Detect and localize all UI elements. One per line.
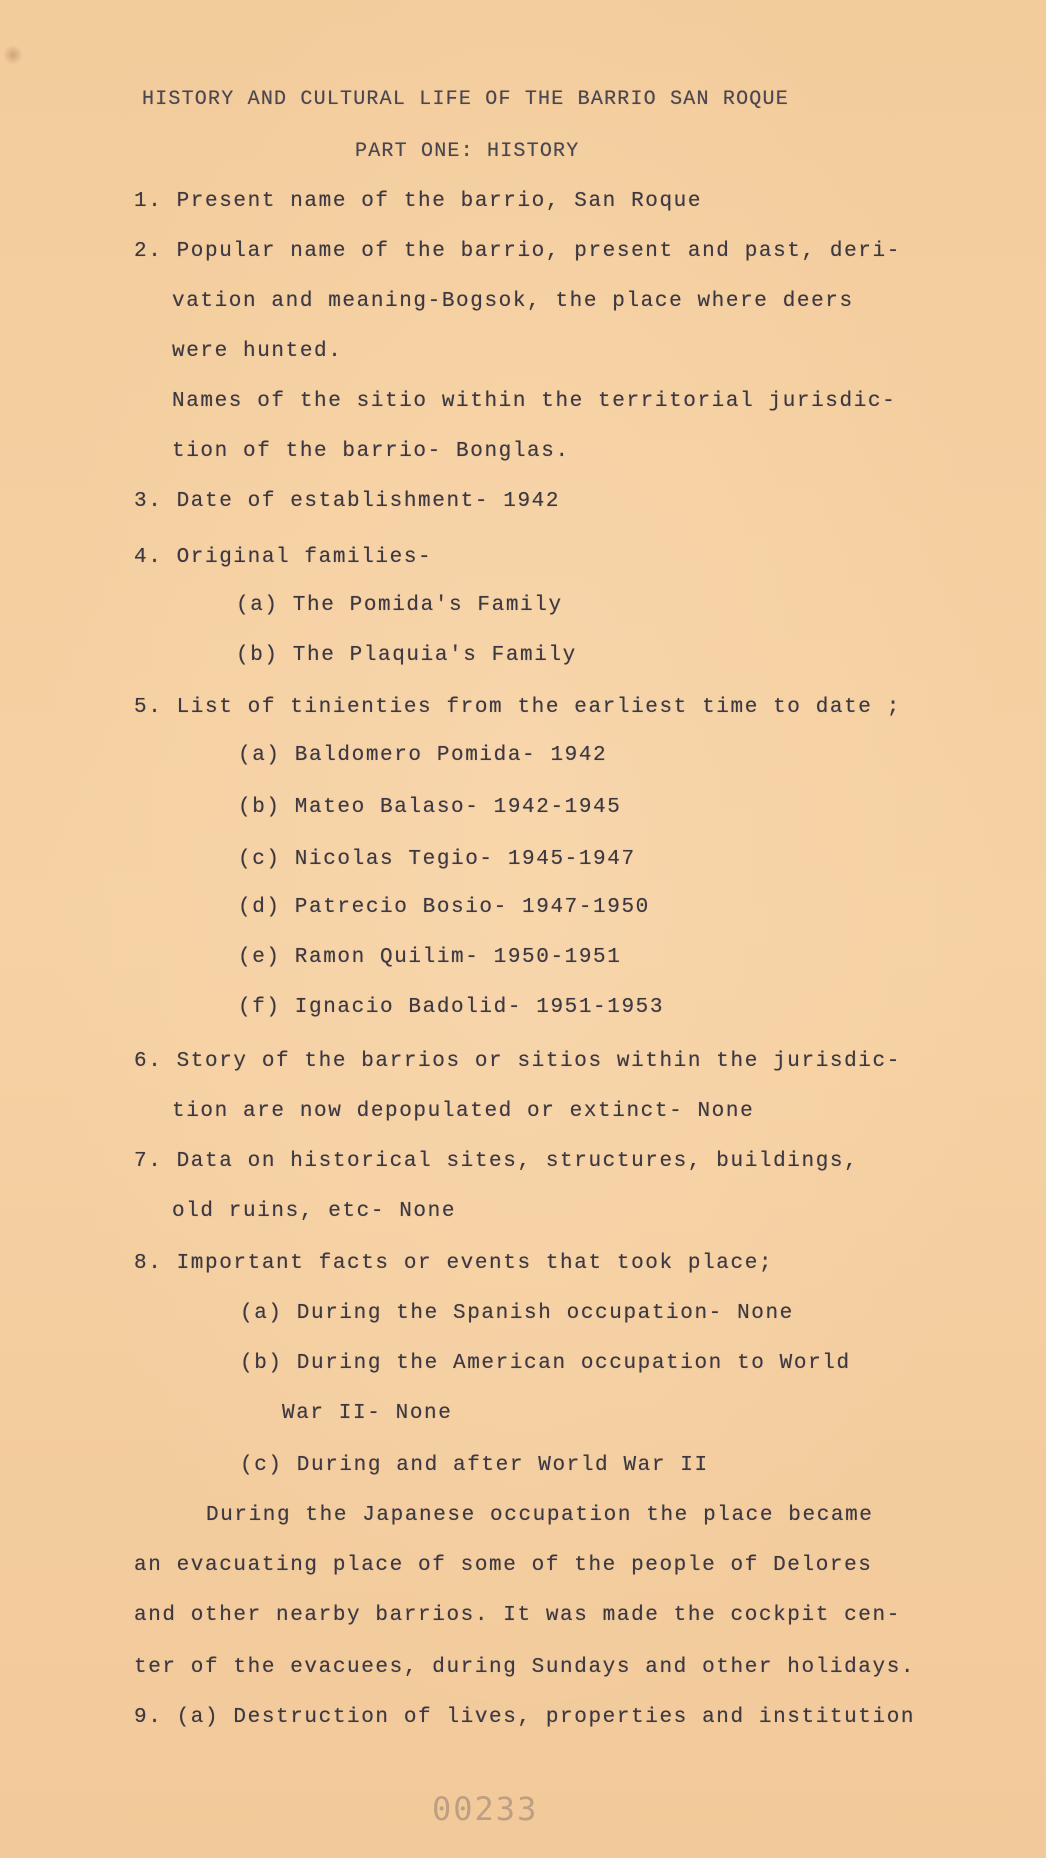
text-line: tion of the barrio- Bonglas. — [172, 440, 570, 463]
text-line: (a) The Pomida's Family — [236, 594, 563, 617]
text-line: vation and meaning-Bogsok, the place where deers — [172, 290, 854, 313]
text-line: (d) Patrecio Bosio- 1947-1950 — [238, 896, 650, 919]
text-line: 9. (a) Destruction of lives, properties and institution — [134, 1706, 916, 1729]
text-line: 3. Date of establishment- 1942 — [134, 490, 561, 513]
text-line: (f) Ignacio Badolid- 1951-1953 — [238, 996, 665, 1019]
text-line: Names of the sitio within the territorial jurisdic- — [172, 390, 897, 413]
part-heading: PART ONE: HISTORY — [355, 140, 580, 163]
text-line: (c) Nicolas Tegio- 1945-1947 — [238, 848, 636, 871]
text-line: (c) During and after World War II — [240, 1454, 709, 1477]
text-line: War II- None — [282, 1402, 453, 1425]
text-line: (a) During the Spanish occupation- None — [240, 1302, 794, 1325]
text-line: (b) Mateo Balaso- 1942-1945 — [238, 796, 622, 819]
text-line: an evacuating place of some of the people of Delores — [134, 1554, 873, 1577]
text-line: (a) Baldomero Pomida- 1942 — [238, 744, 608, 767]
text-line: 1. Present name of the barrio, San Roque — [134, 190, 703, 213]
text-line: During the Japanese occupation the place became — [206, 1504, 874, 1527]
text-line: (e) Ramon Quilim- 1950-1951 — [238, 946, 622, 969]
text-line: 5. List of tinienties from the earliest time to date ; — [134, 696, 901, 719]
text-line: 8. Important facts or events that took place; — [134, 1252, 774, 1275]
text-line: (b) During the American occupation to World — [240, 1352, 851, 1375]
text-line: ter of the evacuees, during Sundays and other holidays. — [134, 1656, 916, 1679]
document-title: HISTORY AND CULTURAL LIFE OF THE BARRIO SAN ROQUE — [142, 88, 789, 111]
text-line: were hunted. — [172, 340, 343, 363]
text-line: 6. Story of the barrios or sitios within the jurisdic- — [134, 1050, 901, 1073]
text-line: old ruins, etc- None — [172, 1200, 457, 1223]
text-line: 4. Original families- — [134, 546, 433, 569]
text-line: and other nearby barrios. It was made the cockpit cen- — [134, 1604, 901, 1627]
text-line: 2. Popular name of the barrio, present and past, deri- — [134, 240, 901, 263]
text-line: 7. Data on historical sites, structures, buildings, — [134, 1150, 859, 1173]
paper-stain — [4, 44, 22, 66]
text-line: tion are now depopulated or extinct- None — [172, 1100, 755, 1123]
text-line: (b) The Plaquia's Family — [236, 644, 577, 667]
page-number-stamp: 00233 — [432, 1790, 539, 1828]
